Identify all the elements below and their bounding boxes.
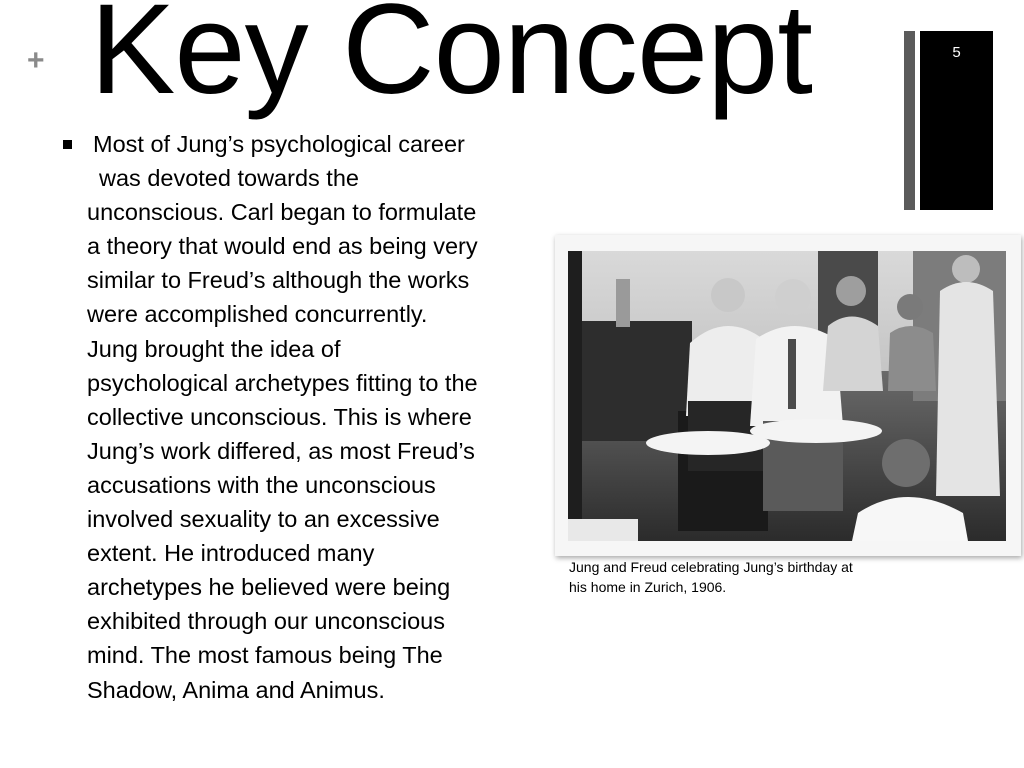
paragraph-line: was devoted towards the <box>99 165 359 192</box>
slide-title: Key Concept <box>90 0 812 121</box>
birthday-photo <box>568 251 1006 541</box>
photo-frame <box>555 235 1021 556</box>
paragraph-line: Jung brought the idea of <box>87 335 341 362</box>
paragraph-line: similar to Freud’s although the works <box>87 267 470 294</box>
paragraph-line: Jung’s work differed, as most Freud’s <box>87 437 475 464</box>
paragraph-line: a theory that would end as being very <box>87 233 478 260</box>
paragraph-line: collective unconscious. This is where <box>87 403 472 430</box>
slide-number: 5 <box>952 44 961 61</box>
paragraph-line: exhibited through our unconscious <box>87 608 445 635</box>
paragraph-line: archetypes he believed were being <box>87 574 451 601</box>
photo-caption-line: his home in Zurich, 1906. <box>569 579 727 595</box>
paragraph-line: mind. The most famous being The <box>87 642 443 669</box>
plus-icon: + <box>27 44 45 77</box>
paragraph-line: extent. He introduced many <box>87 540 375 567</box>
paragraph-line: psychological archetypes fitting to the <box>87 369 478 396</box>
paragraph-line: accusations with the unconscious <box>87 471 436 498</box>
paragraph-line: Shadow, Anima and Animus. <box>87 676 385 703</box>
decorative-gray-bar <box>904 31 915 210</box>
paragraph-line: involved sexuality to an excessive <box>87 506 440 533</box>
slide-number-box <box>920 31 993 210</box>
paragraph-line: were accomplished concurrently. <box>87 301 428 328</box>
photo-caption <box>569 557 929 597</box>
bullet-paragraph <box>87 127 557 707</box>
paragraph-line: unconscious. Carl began to formulate <box>87 199 477 226</box>
paragraph-line: Most of Jung’s psychological career <box>93 131 465 157</box>
photo-caption-line: Jung and Freud celebrating Jung’s birthday at <box>569 559 853 575</box>
square-bullet-icon <box>63 140 72 149</box>
